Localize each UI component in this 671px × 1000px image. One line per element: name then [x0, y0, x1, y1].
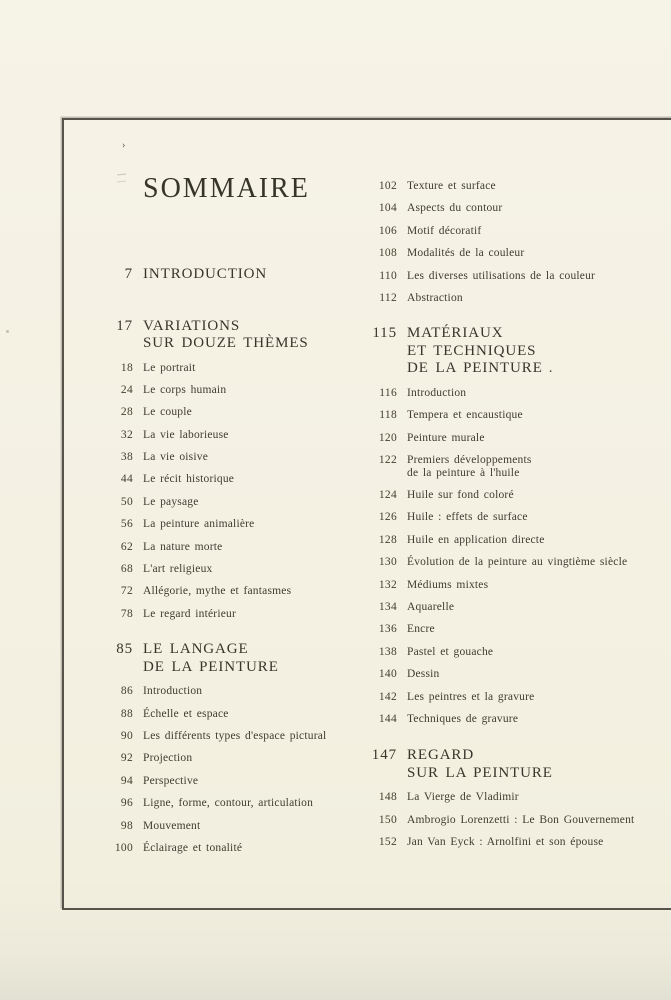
toc-entry: [352, 791, 667, 804]
page-number: 140: [378, 668, 397, 681]
section-heading: REGARD SUR LA PEINTURE: [407, 747, 553, 781]
page-number: 120: [378, 431, 397, 444]
toc-section-introduction: [88, 266, 388, 284]
page-number: 44: [120, 473, 133, 486]
page-number: 88: [120, 707, 133, 720]
entry-title: Évolution de la peinture au vingtième siècle: [407, 556, 628, 569]
section-heading: LE LANGAGE DE LA PEINTURE: [143, 641, 279, 675]
entry-title: Perspective: [143, 774, 199, 787]
page-number: 150: [378, 813, 397, 826]
page-number: 94: [120, 774, 133, 787]
page-number: 18: [120, 361, 133, 374]
entry-title: Le regard intérieur: [143, 607, 236, 620]
entry-title: Huile : effets de surface: [407, 511, 528, 524]
toc-entry: [352, 814, 667, 827]
page-number: 32: [120, 428, 133, 441]
page-number: 138: [378, 645, 397, 658]
page-number: 100: [114, 842, 133, 855]
toc-entry: [88, 608, 388, 621]
entry-title: Le portrait: [143, 361, 196, 374]
page-number: 24: [120, 383, 133, 396]
toc-entry: [352, 623, 667, 636]
entry-title: Motif décoratif: [407, 224, 482, 237]
toc-entry: [352, 247, 667, 260]
entry-title: Tempera et encaustique: [407, 409, 523, 422]
entry-title: Huile en application directe: [407, 533, 545, 546]
page-number: 148: [378, 791, 397, 804]
toc-entry: [88, 429, 388, 442]
entry-title: Huile sur fond coloré: [407, 489, 514, 502]
entry-title: Éclairage et tonalité: [143, 842, 243, 855]
entry-title: Abstraction: [407, 291, 463, 304]
entry-title: Techniques de gravure: [407, 712, 519, 725]
section-heading: VARIATIONS SUR DOUZE THÈMES: [143, 317, 309, 351]
entry-title: Les différents types d'espace pictural: [143, 730, 327, 743]
toc-entry: [352, 601, 667, 614]
toc-section-materiaux: [352, 325, 667, 378]
page-number: 126: [378, 511, 397, 524]
toc-entry: [352, 180, 667, 193]
entry-title: La peinture animalière: [143, 518, 255, 531]
entry-title: La vie oisive: [143, 451, 208, 464]
entry-title: Ligne, forme, contour, articulation: [143, 797, 314, 810]
page-number: 102: [378, 180, 397, 192]
toc-entry: [352, 691, 667, 704]
page-number: 132: [378, 578, 397, 591]
entry-title: La Vierge de Vladimir: [407, 791, 519, 804]
page-number: 142: [378, 690, 397, 703]
page-number: 78: [120, 607, 133, 620]
toc-entry: [88, 685, 388, 698]
toc-entry: [352, 270, 667, 283]
entry-title: Texture et surface: [407, 180, 496, 192]
page-number: 108: [378, 247, 397, 260]
paper-speck: [6, 330, 9, 333]
page-number: 110: [379, 269, 397, 282]
toc-entry: [352, 646, 667, 659]
toc-entry: [88, 842, 388, 855]
entry-title: Pastel et gouache: [407, 645, 494, 658]
entry-title: Le récit historique: [143, 473, 235, 486]
entry-title: Peinture murale: [407, 431, 485, 444]
page-number: 28: [120, 406, 133, 419]
entry-title: Introduction: [143, 685, 203, 698]
entry-title: Modalités de la couleur: [407, 247, 525, 260]
page-number: 134: [378, 600, 397, 613]
toc-entry: [88, 362, 388, 375]
toc-entry: [352, 225, 667, 238]
toc-entry: [352, 292, 667, 305]
page-number: 85: [116, 641, 133, 658]
page-number: 147: [371, 747, 397, 764]
entry-title: Le paysage: [143, 495, 199, 508]
entry-title: L'art religieux: [143, 563, 213, 576]
page-number: 62: [120, 540, 133, 553]
toc-entry: [352, 713, 667, 726]
toc-left-column: [88, 174, 388, 864]
toc-entry: [88, 563, 388, 576]
entry-title: Projection: [143, 752, 193, 765]
page-number: 104: [378, 202, 397, 215]
toc-section-regard: [352, 747, 667, 782]
page-number: 96: [120, 797, 133, 810]
toc-entry: [88, 708, 388, 721]
entry-title: Dessin: [407, 668, 440, 681]
toc-entry: [88, 797, 388, 810]
toc-entry: [352, 556, 667, 569]
entry-title: Échelle et espace: [143, 707, 229, 720]
toc-section-langage: [88, 641, 388, 676]
stray-ink-mark: ›: [122, 140, 126, 151]
toc-entry: [88, 730, 388, 743]
page-number: 122: [378, 454, 397, 467]
page-number: 115: [372, 325, 397, 342]
toc-section-variations: [88, 318, 388, 353]
page-number: 98: [120, 819, 133, 832]
page-number: 90: [120, 730, 133, 743]
entry-title: La nature morte: [143, 540, 223, 553]
page-number: 86: [120, 685, 133, 698]
page-number: 128: [378, 533, 397, 546]
toc-entry: [88, 384, 388, 397]
toc-entry: [352, 836, 667, 849]
toc-entry: [352, 202, 667, 215]
entry-title: Ambrogio Lorenzetti : Le Bon Gouvernement: [407, 813, 635, 826]
page-number: 38: [120, 451, 133, 464]
toc-entry: [88, 752, 388, 765]
toc-entry: [88, 541, 388, 554]
page-title: SOMMAIRE: [143, 173, 310, 204]
section-heading: INTRODUCTION: [143, 266, 268, 282]
entry-title: Les peintres et la gravure: [407, 690, 535, 703]
entry-title: Mouvement: [143, 819, 201, 832]
entry-title: Le corps humain: [143, 383, 227, 396]
page-number: 56: [120, 518, 133, 531]
page-number: 136: [378, 623, 397, 636]
toc-entry: [88, 451, 388, 464]
page-number: 124: [378, 489, 397, 502]
toc-entry: [88, 585, 388, 598]
page-number: 17: [116, 317, 133, 334]
entry-title: Les diverses utilisations de la couleur: [407, 269, 596, 282]
entry-title: Premiers développements de la peinture à l'huile: [407, 454, 532, 479]
stray-dot-mark: .: [548, 360, 554, 377]
entry-title: Aspects du contour: [407, 202, 503, 215]
entry-title: Allégorie, mythe et fantasmes: [143, 585, 292, 598]
toc-entry: [352, 409, 667, 422]
toc-entry: [88, 473, 388, 486]
page-number: 130: [378, 556, 397, 569]
page-number: 144: [378, 712, 397, 725]
page-number: 7: [124, 266, 133, 282]
entry-title: Introduction: [407, 386, 467, 399]
toc-entry: [352, 387, 667, 400]
toc-entry: [88, 820, 388, 833]
page-number: 116: [379, 386, 397, 399]
page-number: 92: [120, 752, 133, 765]
toc-entry: [88, 406, 388, 419]
toc-entry: [88, 496, 388, 509]
toc-right-column: [352, 180, 667, 859]
toc-entry: [352, 454, 667, 479]
toc-entry: [88, 518, 388, 531]
entry-title: Médiums mixtes: [407, 578, 489, 591]
entry-title: Jan Van Eyck : Arnolfini et son épouse: [407, 836, 604, 849]
toc-entry: [352, 579, 667, 592]
toc-entry: [352, 668, 667, 681]
entry-title: Aquarelle: [407, 600, 455, 613]
page-number: 50: [120, 495, 133, 508]
toc-entry: [352, 534, 667, 547]
page-number: 106: [378, 224, 397, 237]
section-heading: MATÉRIAUX ET TECHNIQUES DE LA PEINTURE .: [407, 325, 554, 377]
entry-title: La vie laborieuse: [143, 428, 229, 441]
entry-title: Encre: [407, 623, 435, 636]
page-number: 68: [120, 563, 133, 576]
toc-entry: [352, 511, 667, 524]
page-number: 152: [378, 836, 397, 849]
toc-entry: [352, 432, 667, 445]
entry-title: Le couple: [143, 406, 192, 419]
page-number: 72: [120, 585, 133, 598]
toc-entry: [352, 489, 667, 502]
page-number: 112: [379, 291, 397, 304]
toc-entry: [88, 775, 388, 788]
page-number: 118: [379, 409, 397, 422]
